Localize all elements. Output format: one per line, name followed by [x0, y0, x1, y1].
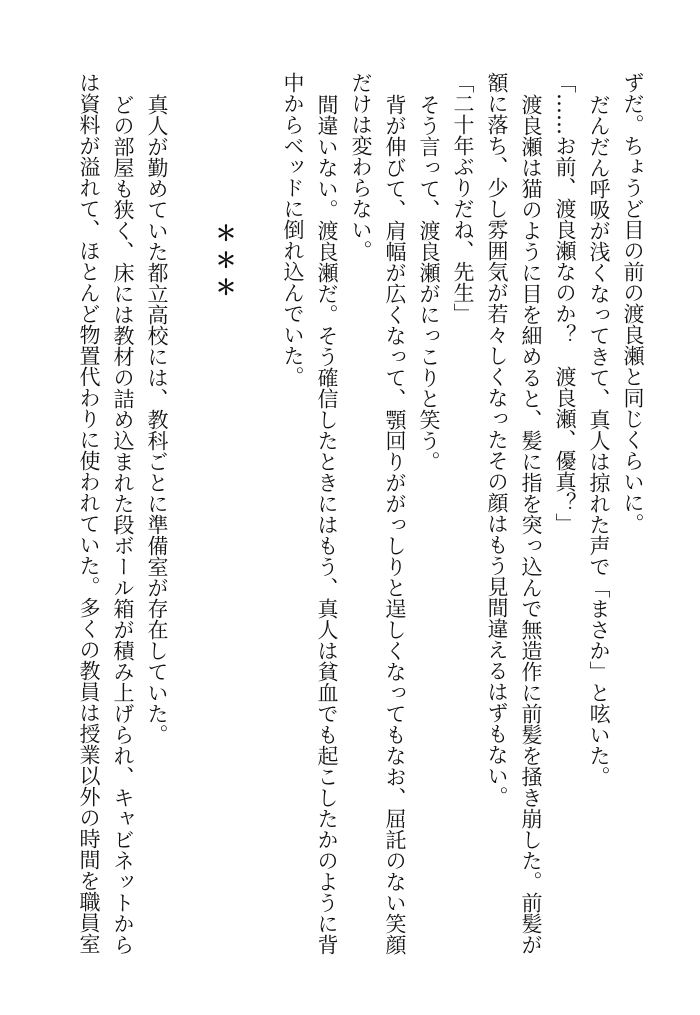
- text-line-7: そう言って、渡良瀬がにっこりと笑う。: [417, 94, 441, 472]
- text-line-9: だけは変わらない。: [349, 72, 373, 261]
- text-line-5: 額に落ち、少し雰囲気が若々しくなったその顔はもう見間違えるはずもない。: [485, 72, 509, 807]
- text-line-10: 間違いない。渡良瀬だ。そう確信したときにはもう、真人は貧血でも起こしたかのように背: [315, 94, 339, 955]
- text-line-6: 「二十年ぶりだね、先生」: [451, 72, 475, 324]
- text-line-4: 渡良瀬は猫のように目を細めると、髪に指を突っ込んで無造作に前髪を掻き崩した。前髪が: [519, 94, 543, 955]
- blank-line-2: [174, 72, 208, 972]
- text-line-8: 背が伸びて、肩幅が広くなって、顎回りががっしりと逞しくなってもなお、屈託のない笑顔: [383, 94, 407, 955]
- section-separator: ＊＊＊: [213, 222, 238, 303]
- text-line-3: 「……お前、渡良瀬なのか？ 渡良瀬、優真？」: [553, 72, 577, 534]
- text-line-2: だんだん呼吸が浅くなってきて、真人は掠れた声で「まさか」と呟いた。: [587, 94, 611, 787]
- text-line-11: 中からベッドに倒れ込んでいた。: [281, 72, 305, 387]
- blank-line-1: [242, 72, 276, 972]
- text-line-1: ずだ。ちょうど目の前の渡良瀬と同じくらいに。: [621, 72, 645, 534]
- text-line-13: どの部屋も狭く、床には教材の詰め込まれた段ボール箱が積み上げられ、キャビネットから: [111, 94, 135, 955]
- vertical-text-body: [72, 72, 650, 972]
- text-line-14: は資料が溢れて、ほとんど物置代わりに使われていた。多くの教員は授業以外の時間を職員室: [77, 72, 101, 954]
- text-line-12: 真人が勤めていた都立高校には、教科ごとに準備室が存在していた。: [145, 94, 169, 745]
